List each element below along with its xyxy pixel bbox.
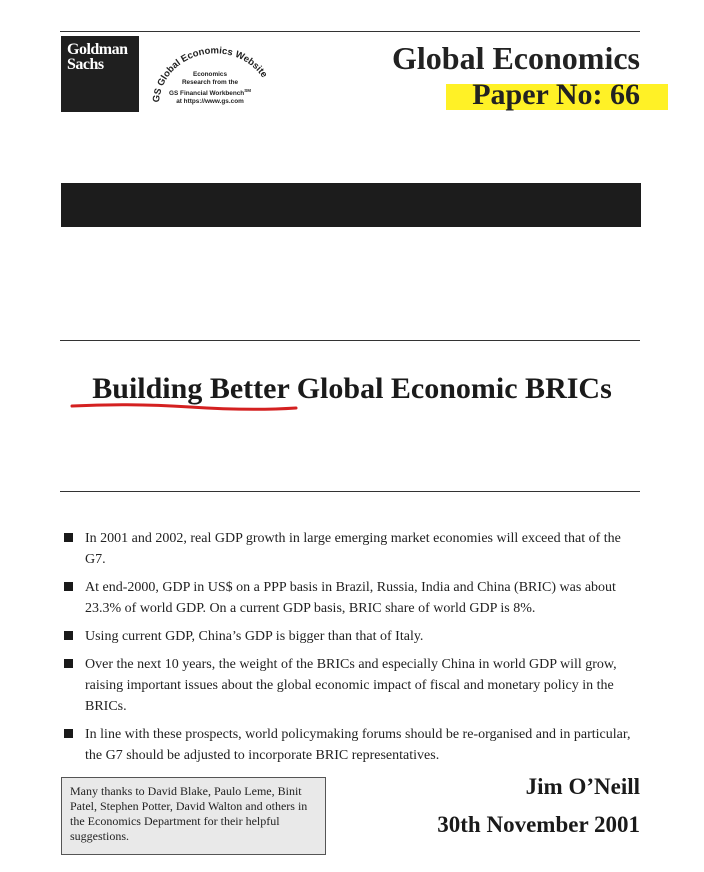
title-underlined-part: Building Better <box>92 372 290 405</box>
badge-text <box>147 71 273 106</box>
logo-line-1: Goldman <box>67 41 128 58</box>
badge-line-4: at https://www.gs.com <box>176 98 244 106</box>
key-points-list <box>64 528 644 773</box>
bullet-square-icon <box>64 631 73 640</box>
acknowledgements-box: Many thanks to David Blake, Paulo Leme, Binit Patel, Stephen Potter, David Walton and others in the Economics Department for their helpful suggestions. <box>61 777 326 855</box>
logo-line-2: Sachs <box>67 56 104 73</box>
list-item: At end-2000, GDP in US$ on a PPP basis in Brazil, Russia, India and China (BRIC) was about 23.3% of world GDP. On a current GDP basis, BRIC share of world GDP is 8%. <box>64 577 644 619</box>
series-title: Global Economics <box>391 40 640 76</box>
title-red-underline <box>70 402 298 411</box>
badge-line-1: Economics <box>192 71 228 78</box>
bullet-square-icon <box>64 729 73 738</box>
badge-line-3: GS Financial Workbench℠ <box>169 88 251 98</box>
badge-line-2: Research from the <box>181 79 239 86</box>
author-name: Jim O’Neill <box>525 774 640 799</box>
badge-arc-text: GS Global Economics Website <box>150 45 270 104</box>
paper-number: Paper No: 66 <box>472 78 640 111</box>
list-item: Using current GDP, China’s GDP is bigger than that of Italy. <box>64 626 644 647</box>
website-badge <box>147 40 273 112</box>
header-black-bar <box>61 183 641 227</box>
top-rule <box>60 31 640 32</box>
bullet-square-icon <box>64 659 73 668</box>
title-top-rule <box>60 340 640 341</box>
goldman-sachs-logo <box>61 36 139 112</box>
publication-date: 30th November 2001 <box>437 812 640 837</box>
document-title <box>0 372 704 406</box>
title-bottom-rule <box>60 491 640 492</box>
bullet-square-icon <box>64 533 73 542</box>
list-item: Over the next 10 years, the weight of the BRICs and especially China in world GDP will grow, raising important issues about the global economic impact of fiscal and monetary policy in the BRICs. <box>64 654 644 717</box>
bullet-square-icon <box>64 582 73 591</box>
list-item: In line with these prospects, world policymaking forums should be re-organised and in particular, the G7 should be adjusted to incorporate BRIC representatives. <box>64 724 644 766</box>
list-item: In 2001 and 2002, real GDP growth in large emerging market economies will exceed that of the G7. <box>64 528 644 570</box>
title-rest: Global Economic BRICs <box>289 372 612 405</box>
